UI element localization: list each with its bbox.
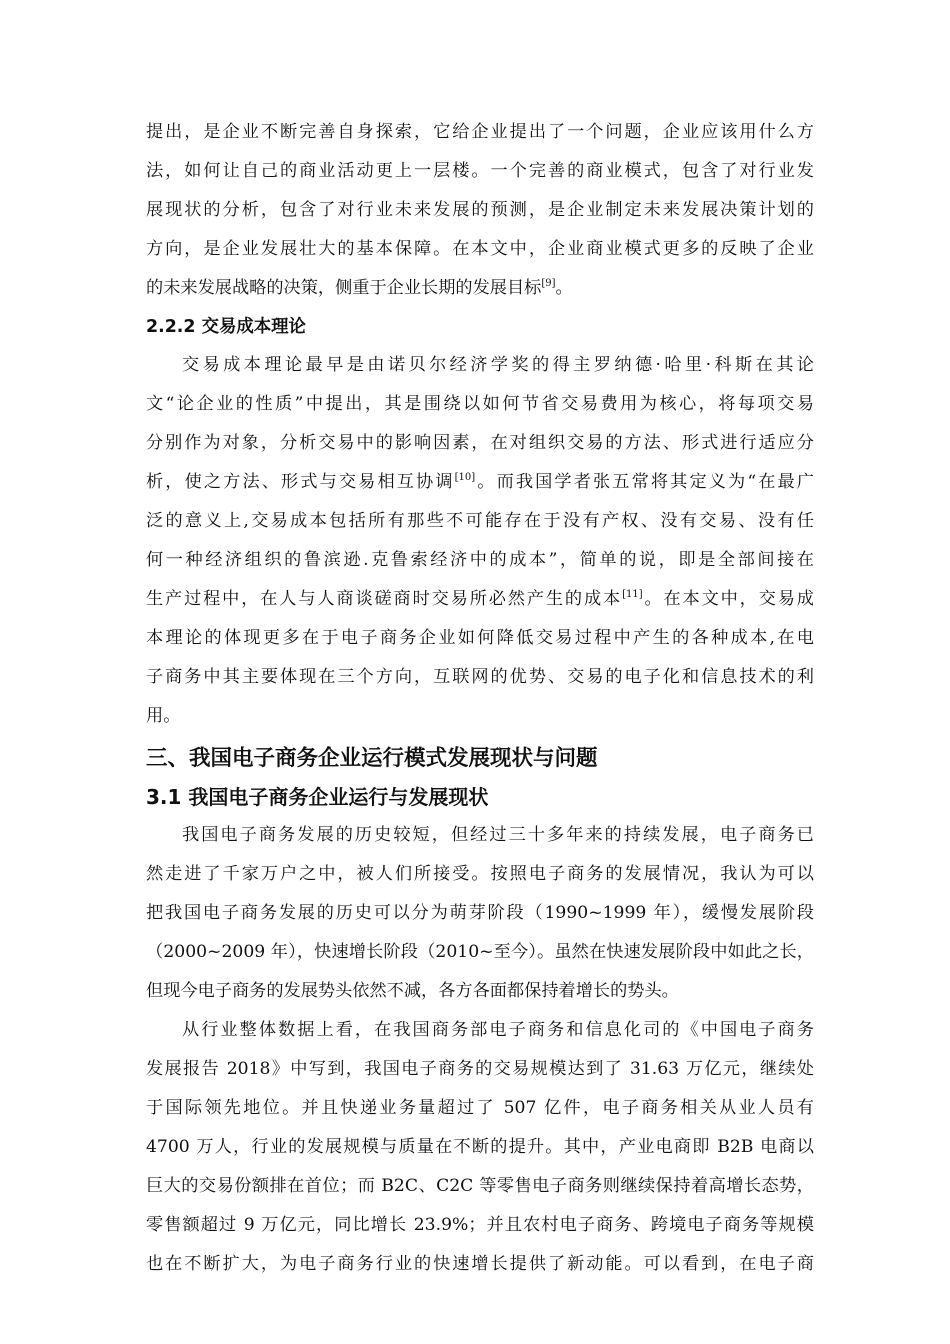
tc-text: 。在本文中，交易成	[642, 589, 814, 609]
data-line: 巨大的交易份额排在首位；而 B2C、C2C 等零售电子商务则继续保持着高增长态势，	[146, 1176, 814, 1196]
tc-line: 泛的意义上,交易成本包括所有那些不可能存在于没有产权、没有交易、没有任	[146, 511, 814, 531]
tc-line: 子商务中其主要体现在三个方向，互联网的优势、交易的电子化和信息技术的利	[146, 667, 814, 687]
data-line: 于国际领先地位。并且快递业务量超过了 507 亿件，电子商务相关从业人员有	[146, 1098, 814, 1118]
data-line: 4700 万人，行业的发展规模与质量在不断的提升。其中，产业电商即 B2B 电商以	[146, 1137, 814, 1157]
data-line: 零售额超过 9 万亿元，同比增长 23.9%；并且农村电子商务、跨境电子商务等规模	[146, 1215, 814, 1235]
section-heading-3-1: 3.1 我国电子商务企业运行与发展现状	[146, 785, 489, 809]
tc-line: 本理论的体现更多在于电子商务企业如何降低交易过程中产生的各种成本,在电	[146, 628, 814, 648]
history-line: （2000~2009 年），快速增长阶段（2010~至今）。虽然在快速发展阶段中如此之长，	[146, 942, 814, 962]
tc-text: 析，使之方法、形式与交易相互协调	[146, 472, 455, 492]
tc-text: 生产过程中，在人与人商谈磋商时交易所必然产生的成本	[146, 589, 623, 609]
tc-line-last: 用。	[146, 706, 181, 726]
chapter-heading-3: 三、我国电子商务企业运行模式发展现状与问题	[146, 746, 598, 771]
history-line-last: 但现今电子商务的发展势头依然不减，各方各面都保持着增长的势头。	[146, 981, 679, 1001]
tc-line: 何一种经济组织的鲁滨逊.克鲁索经济中的成本”，简单的说，即是全部间接在	[146, 550, 814, 570]
data-line: 发展报告 2018》中写到，我国电子商务的交易规模达到了 31.63 万亿元，继续处	[146, 1059, 814, 1079]
page-content	[146, 113, 814, 1284]
intro-line: 提出，是企业不断完善自身探索，它给企业提出了一个问题，企业应该用什么方	[146, 122, 814, 142]
citation-ref: [11]	[622, 589, 643, 600]
tc-line: 交易成本理论最早是由诺贝尔经济学奖的得主罗纳德·哈里·科斯在其论	[182, 355, 814, 375]
data-line: 从行业整体数据上看，在我国商务部电子商务和信息化司的《中国电子商务	[182, 1020, 814, 1040]
data-line: 也在不断扩大，为电子商务行业的快速增长提供了新动能。可以看到，在电子商	[146, 1254, 814, 1274]
tc-line: 文“论企业的性质”中提出，其是围绕以如何节省交易费用为核心，将每项交易	[146, 394, 814, 414]
tc-line: 分别作为对象，分析交易中的影响因素，在对组织交易的方法、形式进行适应分	[146, 433, 814, 453]
tc-text: 。而我国学者张五常将其定义为“在最广	[475, 472, 814, 492]
citation-ref: [9]	[541, 278, 556, 289]
tc-line	[146, 463, 814, 502]
intro-line: 方向，是企业发展壮大的基本保障。在本文中，企业商业模式更多的反映了企业	[146, 239, 814, 259]
history-line: 把我国电子商务发展的历史可以分为萌芽阶段（1990~1999 年），缓慢发展阶段	[146, 903, 814, 923]
history-line: 然走进了千家万户之中，被人们所接受。按照电子商务的发展情况，我认为可以	[146, 864, 814, 884]
citation-ref: [10]	[454, 472, 476, 483]
intro-line-last	[146, 269, 814, 308]
intro-text: 的未来发展战略的决策，侧重于企业长期的发展目标	[146, 278, 542, 298]
intro-tail: 。	[555, 278, 573, 298]
intro-line: 展现状的分析，包含了对行业未来发展的预测，是企业制定未来发展决策计划的	[146, 200, 814, 220]
section-heading-2-2-2: 2.2.2 交易成本理论	[146, 317, 306, 337]
intro-line: 法，如何让自己的商业活动更上一层楼。一个完善的商业模式，包含了对行业发	[146, 161, 814, 181]
tc-line	[146, 580, 814, 619]
history-line: 我国电子商务发展的历史较短，但经过三十多年来的持续发展，电子商务已	[182, 825, 814, 845]
